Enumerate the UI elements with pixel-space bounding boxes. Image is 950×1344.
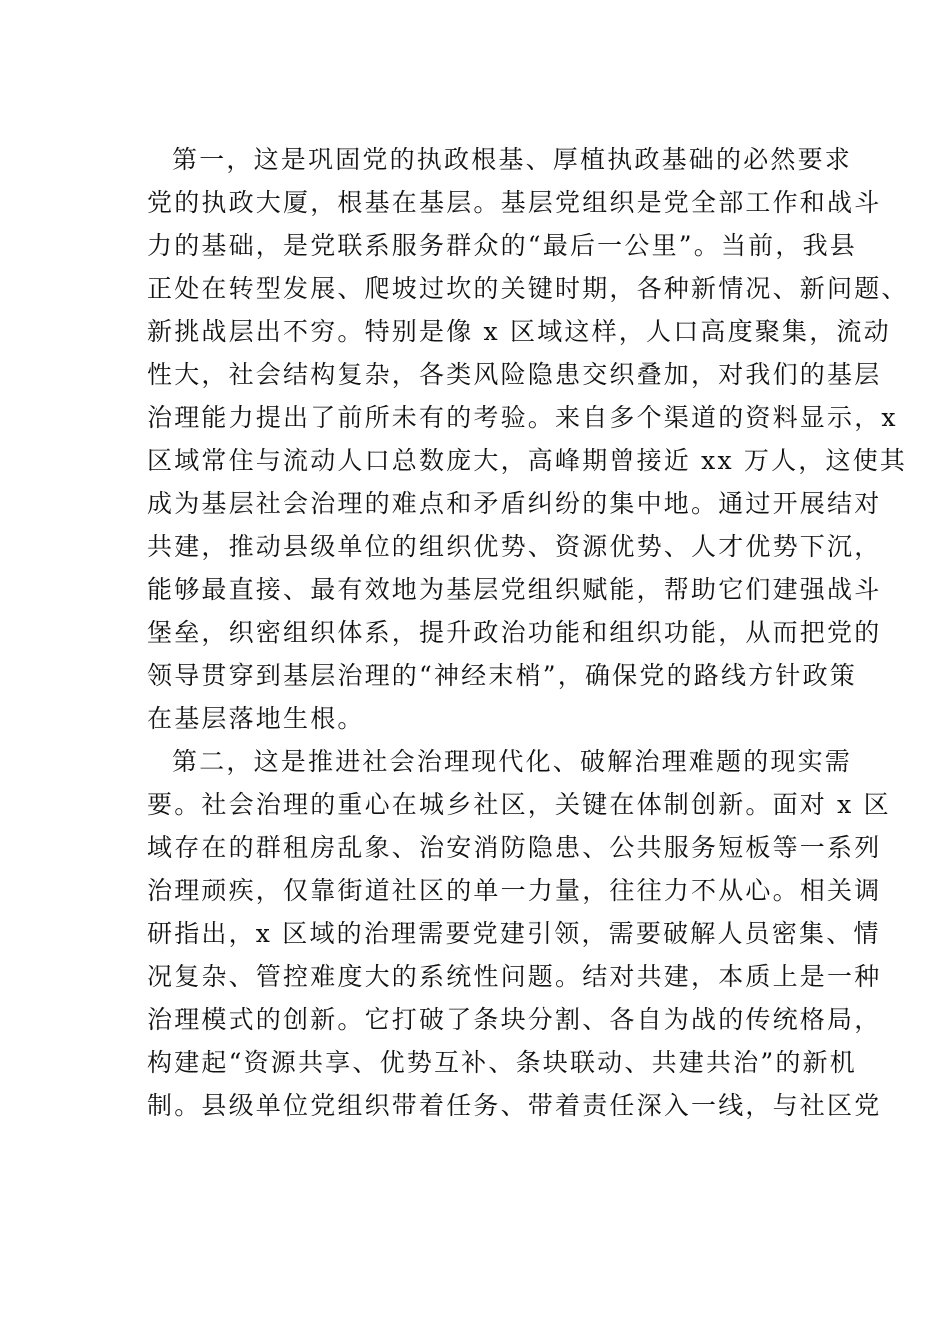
paragraph-1-line-8: 区域常住与流动人口总数庞大，高峰期曾接近 xx 万人，这使其	[147, 446, 908, 475]
paragraph-2-line-3: 域存在的群租房乱象、治安消防隐患、公共服务短板等一系列	[147, 833, 882, 862]
paragraph-1-line-3: 力的基础，是党联系服务群众的“最后一公里”。当前，我县	[147, 231, 857, 260]
paragraph-2-line-8: 构建起“资源共享、优势互补、条块联动、共建共治”的新机	[147, 1048, 857, 1077]
paragraph-2-line-6: 况复杂、管控难度大的系统性问题。结对共建，本质上是一种	[147, 962, 882, 991]
paragraph-1-line-12: 堡垒，织密组织体系，提升政治功能和组织功能，从而把党的	[147, 618, 882, 647]
paragraph-2-line-2: 要。社会治理的重心在城乡社区，关键在体制创新。面对 x 区	[147, 790, 891, 819]
paragraph-2-line-5: 研指出，x 区域的治理需要党建引领，需要破解人员密集、情	[147, 919, 881, 948]
paragraph-1-line-10: 共建，推动县级单位的组织优势、资源优势、人才优势下沉，	[147, 532, 882, 561]
paragraph-1-line-14: 在基层落地生根。	[147, 704, 365, 733]
paragraph-1-line-13: 领导贯穿到基层治理的“神经末梢”，确保党的路线方针政策	[147, 661, 857, 690]
paragraph-2-line-1: 第二，这是推进社会治理现代化、破解治理难题的现实需	[172, 747, 853, 776]
paragraph-1-line-6: 性大，社会结构复杂，各类风险隐患交织叠加，对我们的基层	[147, 360, 882, 389]
paragraph-1-line-5: 新挑战层出不穷。特别是像 x 区域这样，人口高度聚集，流动	[147, 317, 891, 346]
paragraph-1-line-4: 正处在转型发展、爬坡过坎的关键时期，各种新情况、新问题、	[147, 274, 909, 303]
paragraph-2-line-9: 制。县级单位党组织带着任务、带着责任深入一线，与社区党	[147, 1091, 882, 1120]
paragraph-1-line-9: 成为基层社会治理的难点和矛盾纠纷的集中地。通过开展结对	[147, 489, 882, 518]
paragraph-1-line-7: 治理能力提出了前所未有的考验。来自多个渠道的资料显示，x	[147, 403, 898, 432]
paragraph-1-line-2: 党的执政大厦，根基在基层。基层党组织是党全部工作和战斗	[147, 188, 882, 217]
paragraph-1-line-11: 能够最直接、最有效地为基层党组织赋能，帮助它们建强战斗	[147, 575, 882, 604]
paragraph-2-line-7: 治理模式的创新。它打破了条块分割、各自为战的传统格局，	[147, 1005, 882, 1034]
paragraph-1-line-1: 第一，这是巩固党的执政根基、厚植执政基础的必然要求	[172, 145, 853, 174]
paragraph-2-line-4: 治理顽疾，仅靠街道社区的单一力量，往往力不从心。相关调	[147, 876, 882, 905]
